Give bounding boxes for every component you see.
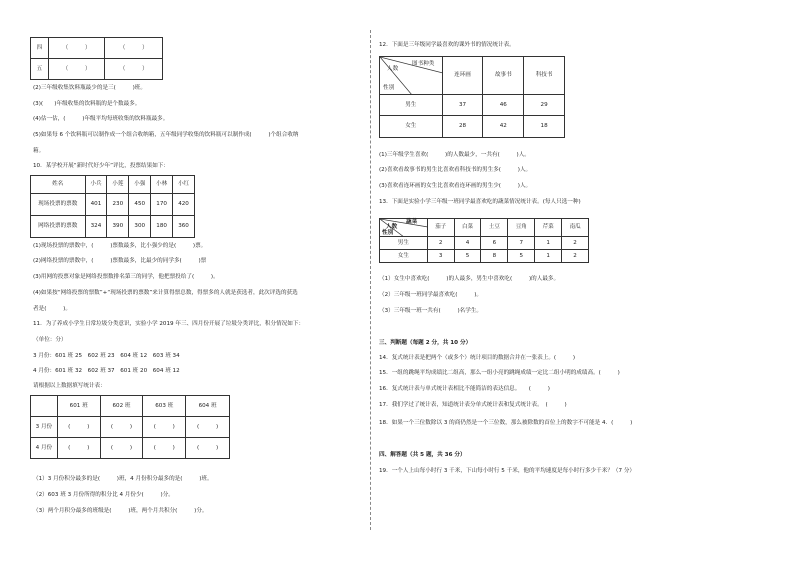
table-header: 豆角 bbox=[508, 219, 535, 237]
table-header: 芹菜 bbox=[535, 219, 562, 237]
row-label: 男生 bbox=[380, 95, 443, 116]
row-label: 网络投票的票数 bbox=[31, 216, 86, 238]
diag-top-label: 蔬菜 bbox=[406, 219, 418, 225]
table-cell: 4 bbox=[454, 237, 481, 250]
q10-title: 10．某学校开展“新时代好少年”评比，投票结果如下： bbox=[33, 163, 169, 169]
table-cell: ( ) bbox=[100, 417, 143, 438]
row-label: 四 bbox=[31, 38, 49, 59]
table-cell: ( ) bbox=[57, 417, 100, 438]
table-cell: 401 bbox=[85, 194, 107, 216]
table-cell: 420 bbox=[173, 194, 195, 216]
q12-line-3: (3)喜欢看连环画的女生比喜欢看连环画的男生少( )人。 bbox=[379, 183, 532, 189]
table-cell: （ ） bbox=[105, 59, 163, 80]
table-cell: 42 bbox=[483, 116, 524, 138]
table-cell: ( ) bbox=[57, 438, 100, 459]
q11-intro-5: 请根据以上数据填写统计表： bbox=[33, 383, 106, 389]
table-cell: 28 bbox=[442, 116, 483, 138]
q15: 15．一组的跳绳平均成绩比二组高，那么一组小亮的跳绳成绩一定比二组小明的成绩高。( ) bbox=[379, 370, 620, 376]
table-cell: ( ) bbox=[100, 438, 143, 459]
section-3-heading: 三、判断题（每题 2 分，共 10 分） bbox=[379, 340, 472, 346]
table-cell: 300 bbox=[129, 216, 151, 238]
table-header: 603 班 bbox=[143, 396, 186, 417]
diagonal-header bbox=[380, 57, 443, 95]
table-cell: 1 bbox=[535, 250, 562, 263]
table-header: 602 班 bbox=[100, 396, 143, 417]
table-header: 连环画 bbox=[442, 57, 483, 95]
q18: 18．如果一个三位数除以 3 的商仍然是一个三位数，那么被除数的首位上的数字不可能是 4．( ) bbox=[379, 420, 633, 426]
table-cell: 1 bbox=[535, 237, 562, 250]
table-header: 小强 bbox=[129, 176, 151, 194]
diag-mid-label: 人数 bbox=[387, 66, 399, 72]
q10-line-4: (4)如果按“网络投票的票数”+“现场投票的票数”来计算得票总数，得票多的人就是获选者，此次评选的获选 bbox=[33, 290, 298, 296]
table-header: 南瓜 bbox=[562, 219, 589, 237]
table-cell: ( ) bbox=[186, 417, 230, 438]
row-label: 五 bbox=[31, 59, 49, 80]
table-header: 小林 bbox=[151, 176, 173, 194]
q11-intro-2: （单位：分） bbox=[33, 337, 67, 343]
table-header: 小兵 bbox=[85, 176, 107, 194]
table-header: 604 班 bbox=[186, 396, 230, 417]
row-label: 女生 bbox=[380, 116, 443, 138]
diag-top-label: 图书种类 bbox=[412, 61, 435, 67]
q9-line-4: (4)估一估，( )年级平均每班收集的饮料瓶最多。 bbox=[33, 116, 169, 122]
q11-intro-3: 3 月份：601 班 25 602 班 23 604 班 12 603 班 34 bbox=[33, 353, 180, 359]
table-header: 科技书 bbox=[524, 57, 565, 95]
table-cell: 180 bbox=[151, 216, 173, 238]
table-header: 土豆 bbox=[481, 219, 508, 237]
row-label: 4 月份 bbox=[31, 438, 58, 459]
q16: 16．复式统计表与单式统计表相比不能简洁的表达信息。 ( ) bbox=[379, 386, 550, 392]
table-header: 小红 bbox=[173, 176, 195, 194]
q9-line-5b: 箱。 bbox=[33, 148, 45, 154]
q9-line-2: (2)三年级收集饮料瓶最少的是三( )班。 bbox=[33, 85, 146, 91]
q12-table bbox=[379, 56, 565, 138]
diagonal-header bbox=[380, 219, 428, 237]
section-4-heading: 四、解答题（共 5 题，共 36 分） bbox=[379, 452, 466, 458]
table-header: 姓名 bbox=[31, 176, 86, 194]
q14: 14．复式统计表是把两个（或多个）统计项目的数据合并在一张表上。( ) bbox=[379, 355, 576, 361]
table-cell: 2 bbox=[562, 250, 589, 263]
q13-line-2: （2）三年级一班同学最喜欢吃( )。 bbox=[379, 292, 483, 298]
table-cell: 230 bbox=[107, 194, 129, 216]
table-cell: （ ） bbox=[48, 38, 105, 59]
q19: 19．一个人上山每小时行 3 千米，下山每小时行 5 千米，他的平均速度是每小时行多少千米？（7 分） bbox=[379, 468, 636, 474]
table-header bbox=[31, 396, 58, 417]
table-cell: 3 bbox=[427, 250, 454, 263]
table-header: 茄子 bbox=[427, 219, 454, 237]
row-label: 3 月份 bbox=[31, 417, 58, 438]
diag-mid-label: 人数 bbox=[386, 224, 398, 230]
row-label: 现场投票的票数 bbox=[31, 194, 86, 216]
column-divider bbox=[370, 30, 371, 530]
q10-line-3: (3)用网的投票对象是网络投票数排名第三的同学，他把票投给了( )。 bbox=[33, 274, 219, 280]
q11-line-3: （3）两个月积分最多的班级是( )班，两个月共积分( )分。 bbox=[33, 508, 208, 514]
table-cell: 7 bbox=[508, 237, 535, 250]
q10-table bbox=[30, 175, 195, 238]
q12-title: 12．下面是三年级同学最喜欢的课外书的情况统计表。 bbox=[379, 42, 515, 48]
q13-table bbox=[379, 218, 589, 263]
q12-line-1: (1)三年级学生喜欢( )的人数最少，一共有( )人。 bbox=[379, 152, 530, 158]
table-cell: 29 bbox=[524, 95, 565, 116]
row-label: 女生 bbox=[380, 250, 428, 263]
table-cell: 5 bbox=[454, 250, 481, 263]
q12-line-2: (2)喜欢看故事书的男生比喜欢看科技书的男生多( )人。 bbox=[379, 167, 532, 173]
table-cell: 6 bbox=[481, 237, 508, 250]
top-table bbox=[30, 37, 163, 80]
diag-bottom-label: 性别 bbox=[383, 85, 395, 91]
table-cell: 390 bbox=[107, 216, 129, 238]
q10-line-4b: 者是( )。 bbox=[33, 306, 71, 312]
table-cell: ( ) bbox=[186, 438, 230, 459]
table-header: 故事书 bbox=[483, 57, 524, 95]
q11-line-1: （1）3 月份积分最多的是( )班，4 月份积分最多的是( )班。 bbox=[33, 476, 213, 482]
q17: 17．我们学过了统计表，知道统计表分单式统计表和复式统计表。 ( ) bbox=[379, 402, 567, 408]
table-cell: 170 bbox=[151, 194, 173, 216]
table-cell: 360 bbox=[173, 216, 195, 238]
q11-line-2: （2）603 班 3 月份所得的积分比 4 月份少( )分。 bbox=[33, 492, 174, 498]
q10-line-1: (1)现场投票的票数中，( )票数最多，比小强少的是( )票。 bbox=[33, 243, 207, 249]
table-cell: 8 bbox=[481, 250, 508, 263]
q10-line-2: (2)网络投票的票数中，( )票数最多，比最少的同学多( )票 bbox=[33, 258, 207, 264]
table-cell: 2 bbox=[562, 237, 589, 250]
q13-line-3: （3）三年级一班一共有( )名学生。 bbox=[379, 308, 483, 314]
table-cell: 450 bbox=[129, 194, 151, 216]
table-cell: 324 bbox=[85, 216, 107, 238]
q11-intro-1: 11．为了养成小学生日常垃圾分类意识，实验小学 2019 年三、四月份开展了垃圾分类评比，积分情况如下： bbox=[33, 321, 305, 327]
table-cell: 5 bbox=[508, 250, 535, 263]
q9-line-3: (3)( )年级收集的饮料瓶的是个数最多。 bbox=[33, 101, 141, 107]
table-cell: 18 bbox=[524, 116, 565, 138]
table-header: 601 班 bbox=[57, 396, 100, 417]
q9-line-5: (5)如果每 6 个饮料瓶可以制作成一个组合收纳箱，五年级同学收集的饮料瓶可以制作成( )个组合收纳 bbox=[33, 132, 299, 138]
q13-line-1: （1）女生中喜欢吃( )的人最多，男生中喜欢吃( )的人最多。 bbox=[379, 276, 560, 282]
q13-title: 13．下面是实验小学三年级一班同学最喜欢吃的蔬菜情况统计表。(每人只选一种) bbox=[379, 199, 581, 205]
row-label: 男生 bbox=[380, 237, 428, 250]
table-cell: （ ） bbox=[48, 59, 105, 80]
q11-table bbox=[30, 395, 230, 459]
table-header: 白菜 bbox=[454, 219, 481, 237]
table-cell: 37 bbox=[442, 95, 483, 116]
table-cell: ( ) bbox=[143, 417, 186, 438]
diag-bottom-label: 性别 bbox=[382, 230, 394, 236]
table-header: 小莲 bbox=[107, 176, 129, 194]
q11-intro-4: 4 月份：601 班 32 602 班 37 601 班 20 604 班 12 bbox=[33, 368, 180, 374]
table-cell: （ ） bbox=[105, 38, 163, 59]
table-cell: 46 bbox=[483, 95, 524, 116]
table-cell: 2 bbox=[427, 237, 454, 250]
table-cell: ( ) bbox=[143, 438, 186, 459]
